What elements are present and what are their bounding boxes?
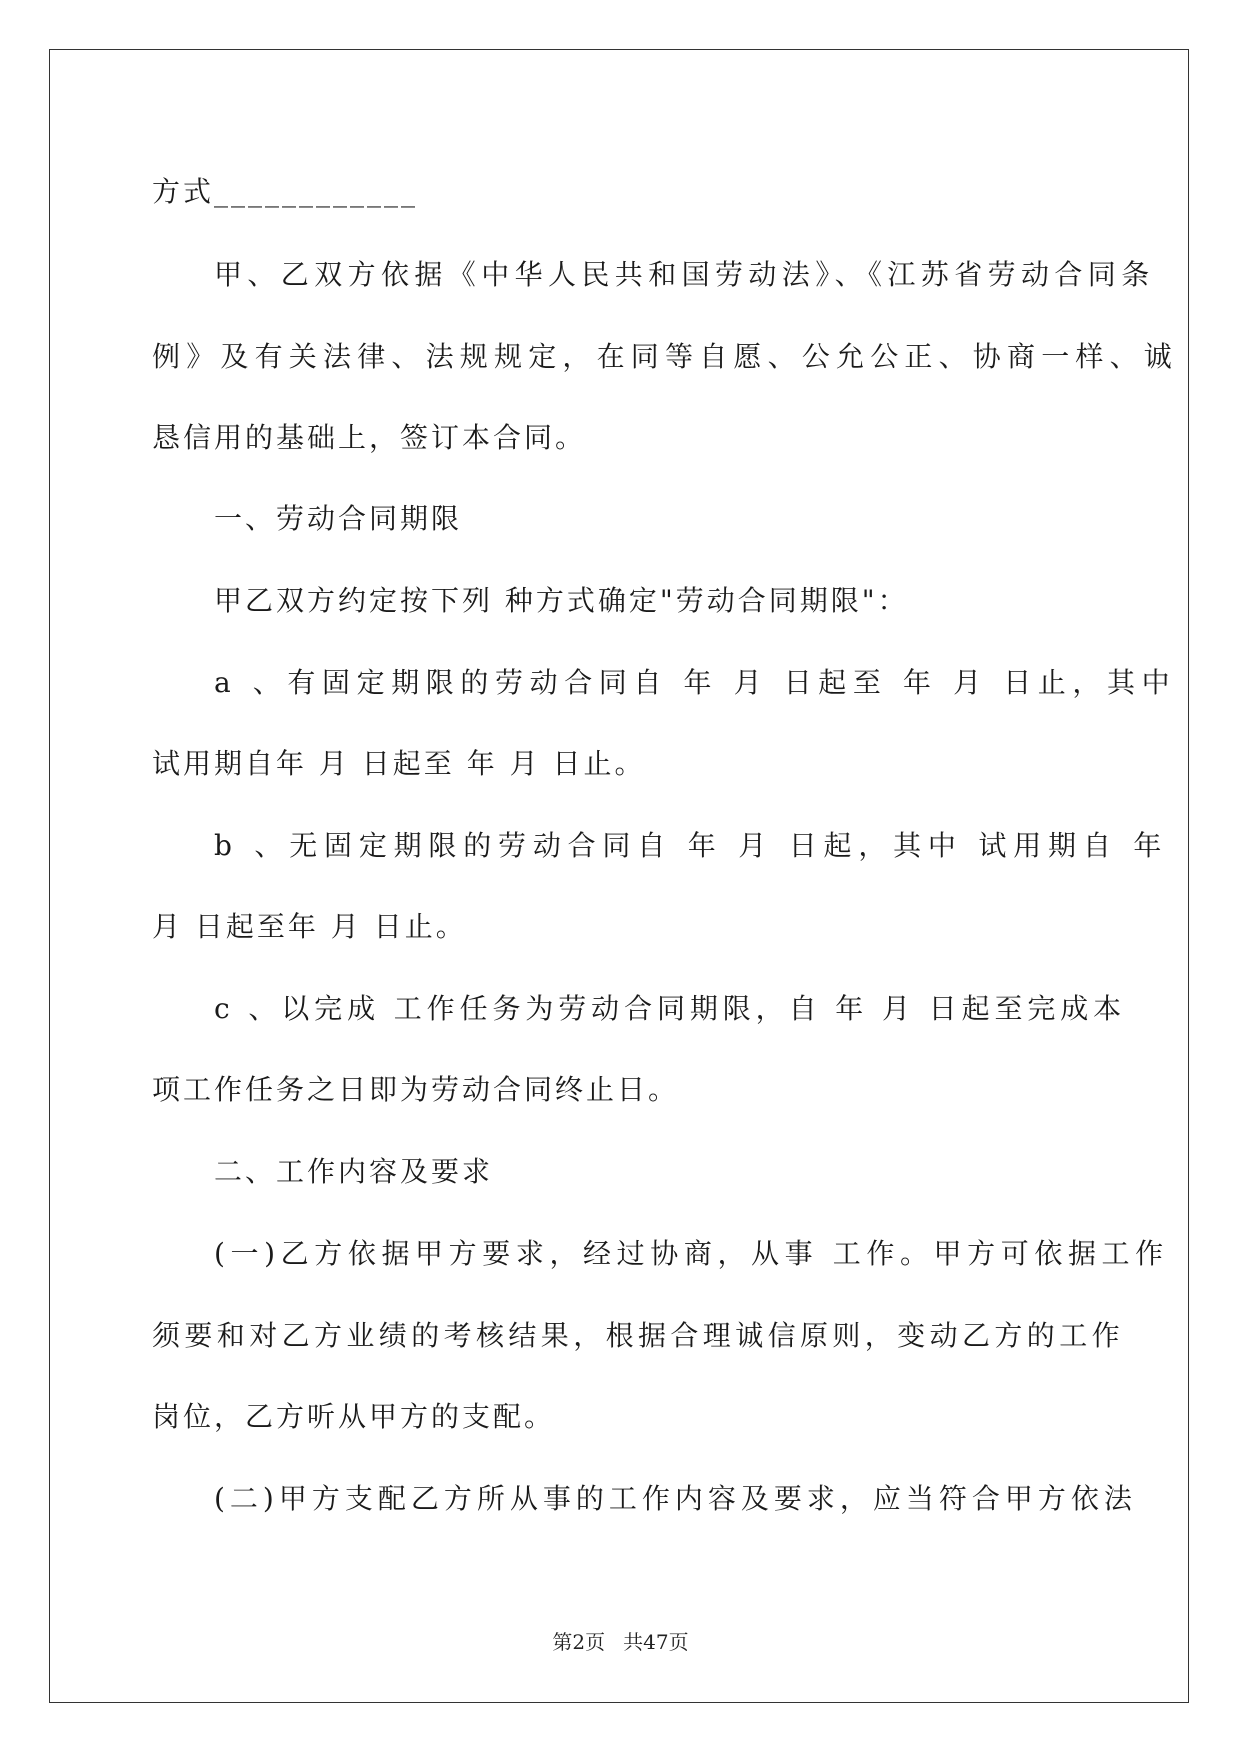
section-heading: 二、工作内容及要求 [214, 1155, 494, 1188]
text-line: (一)乙方依据甲方要求，经过协商，从事 工作。甲方可依据工作 [214, 1237, 1169, 1270]
text-line: (二)甲方支配乙方所从事的工作内容及要求，应当符合甲方依法 [214, 1482, 1137, 1515]
text-line: 例》及有关法律、法规规定，在同等自愿、公允公正、协商一样、诚 [152, 340, 1179, 373]
text-line: 方式____________ [152, 175, 419, 208]
page-footer [0, 1628, 1241, 1656]
text-line: c 、以完成 工作任务为劳动合同期限，自 年 月 日起至完成本 [214, 992, 1127, 1025]
text-line: 恳信用的基础上，签订本合同。 [152, 421, 587, 454]
page-frame [49, 49, 1189, 1703]
text-line: 甲、乙双方依据《中华人民共和国劳动法》、《江苏省劳动合同条 [214, 258, 1155, 291]
text-line: 岗位，乙方听从甲方的支配。 [152, 1400, 556, 1433]
text-line: 月 日起至年 月 日止。 [152, 910, 467, 943]
text-line: a 、有固定期限的劳动合同自 年 月 日起至 年 月 日止，其中 [214, 666, 1177, 699]
text-line: 项工作任务之日即为劳动合同终止日。 [152, 1073, 680, 1106]
text-line: 须要和对乙方业绩的考核结果，根据合理诚信原则，变动乙方的工作 [152, 1319, 1125, 1352]
page-number: 第2页 [552, 1630, 606, 1654]
text-line: b 、无固定期限的劳动合同自 年 月 日起，其中 试用期自 年 [214, 829, 1169, 862]
text-line: 试用期自年 月 日起至 年 月 日止。 [152, 747, 646, 780]
text-line: 甲乙双方约定按下列 种方式确定"劳动合同期限"： [214, 584, 909, 617]
page-total: 共47页 [623, 1630, 689, 1654]
section-heading: 一、劳动合同期限 [214, 502, 463, 535]
